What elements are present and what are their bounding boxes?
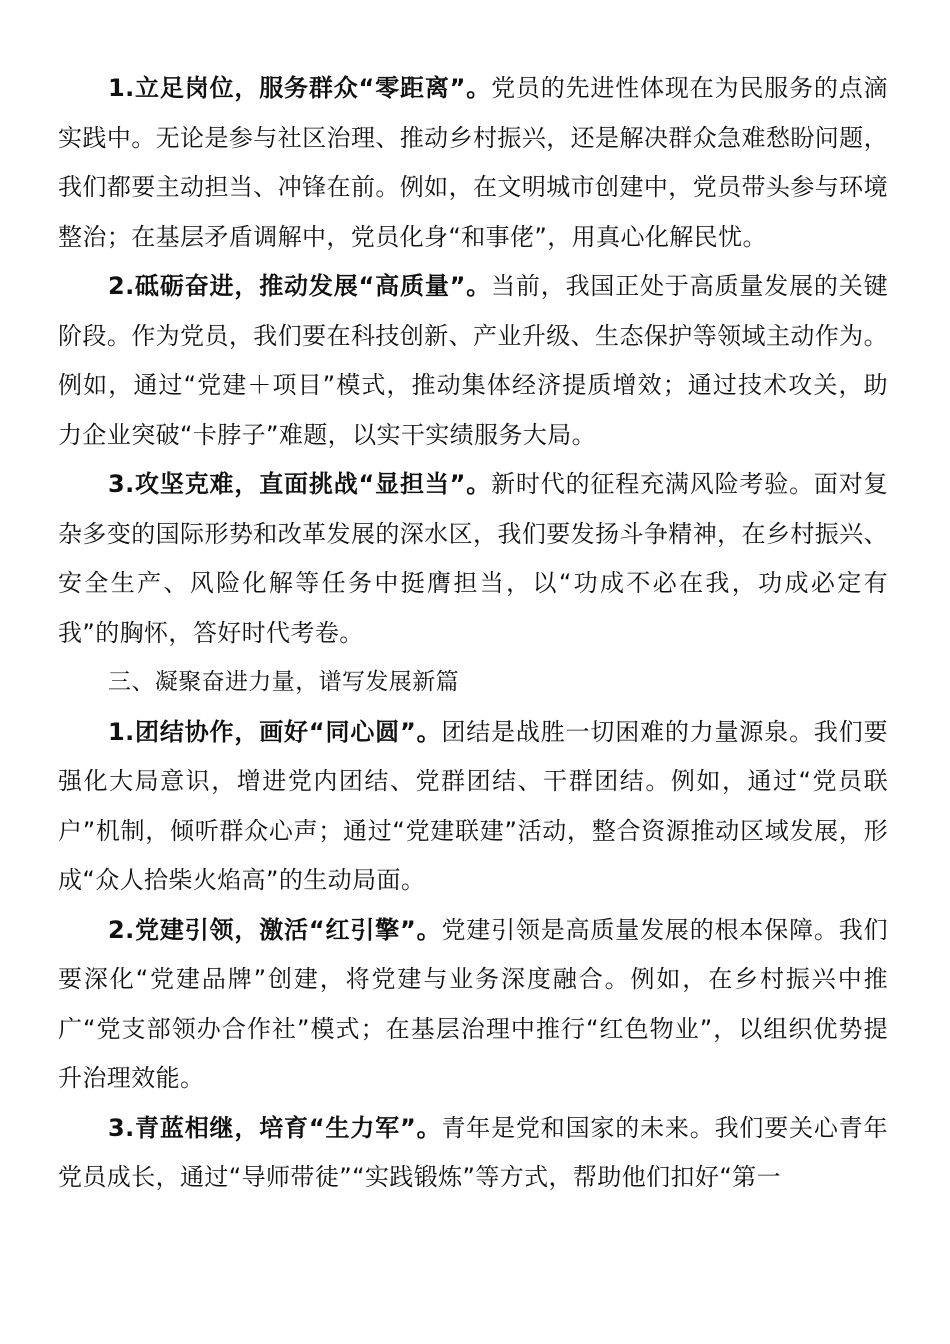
paragraph-body: 党员的先进性体现在为民服务的点滴实践中。无论是参与社区治理、推动乡村振兴，还是解决群众急难愁盼问题，我们都要主动担当、冲锋在前。例如，在文明城市创建中，党员带头参与环境整治；在基层矛盾调解中，党员化身“和事佬”，用真心化解民忧。	[58, 74, 888, 251]
paragraph-body: 党建引领是高质量发展的根本保障。我们要深化“党建品牌”创建，将党建与业务深度融合。例如，在乡村振兴中推广“党支部领办合作社”模式；在基层治理中推行“红色物业”，以组织优势提升治理效能。	[58, 915, 888, 1092]
paragraph-unity	[58, 708, 888, 906]
paragraph-face-challenges	[58, 460, 888, 658]
paragraph-body: 青年是党和国家的未来。我们要关心青年党员成长，通过“导师带徒”“实践锻炼”等方式，帮助他们扣好“第一	[58, 1113, 888, 1191]
paragraph-body: 团结是战胜一切困难的力量源泉。我们要强化大局意识，增进党内团结、党群团结、干群团结。例如，通过“党员联户”机制，倾听群众心声；通过“党建联建”活动，整合资源推动区域发展，形成“众人拾柴火焰高”的生动局面。	[58, 717, 888, 894]
paragraph-lead: 2.砥砺奋进，推动发展“高质量”。	[108, 272, 492, 300]
paragraph-youth-cultivation	[58, 1104, 888, 1203]
paragraph-party-leadership	[58, 906, 888, 1104]
paragraph-body: 当前，我国正处于高质量发展的关键阶段。作为党员，我们要在科技创新、产业升级、生态保护等领域主动作为。例如，通过“党建＋项目”模式，推动集体经济提质增效；通过技术攻关，助力企业突破“卡脖子”难题，以实干实绩服务大局。	[58, 272, 888, 449]
section-heading: 三、凝聚奋进力量，谱写发展新篇	[108, 669, 459, 695]
paragraph-lead: 1.立足岗位，服务群众“零距离”。	[108, 74, 492, 102]
paragraph-lead: 1.团结协作，画好“同心圆”。	[108, 717, 442, 746]
document-page	[58, 64, 888, 1203]
paragraph-lead: 3.青蓝相继，培育“生力军”。	[108, 1113, 442, 1142]
paragraph-body: 新时代的征程充满风险考验。面对复杂多变的国际形势和改革发展的深水区，我们要发扬斗争精神，在乡村振兴、安全生产、风险化解等任务中挺膺担当，以“功成不必在我，功成必定有我”的胸怀，答好时代考卷。	[58, 470, 888, 647]
paragraph-high-quality-development	[58, 262, 888, 460]
paragraph-serve-masses	[58, 64, 888, 262]
paragraph-lead: 3.攻坚克难，直面挑战“显担当”。	[108, 470, 492, 498]
paragraph-lead: 2.党建引领，激活“红引擎”。	[108, 915, 442, 944]
